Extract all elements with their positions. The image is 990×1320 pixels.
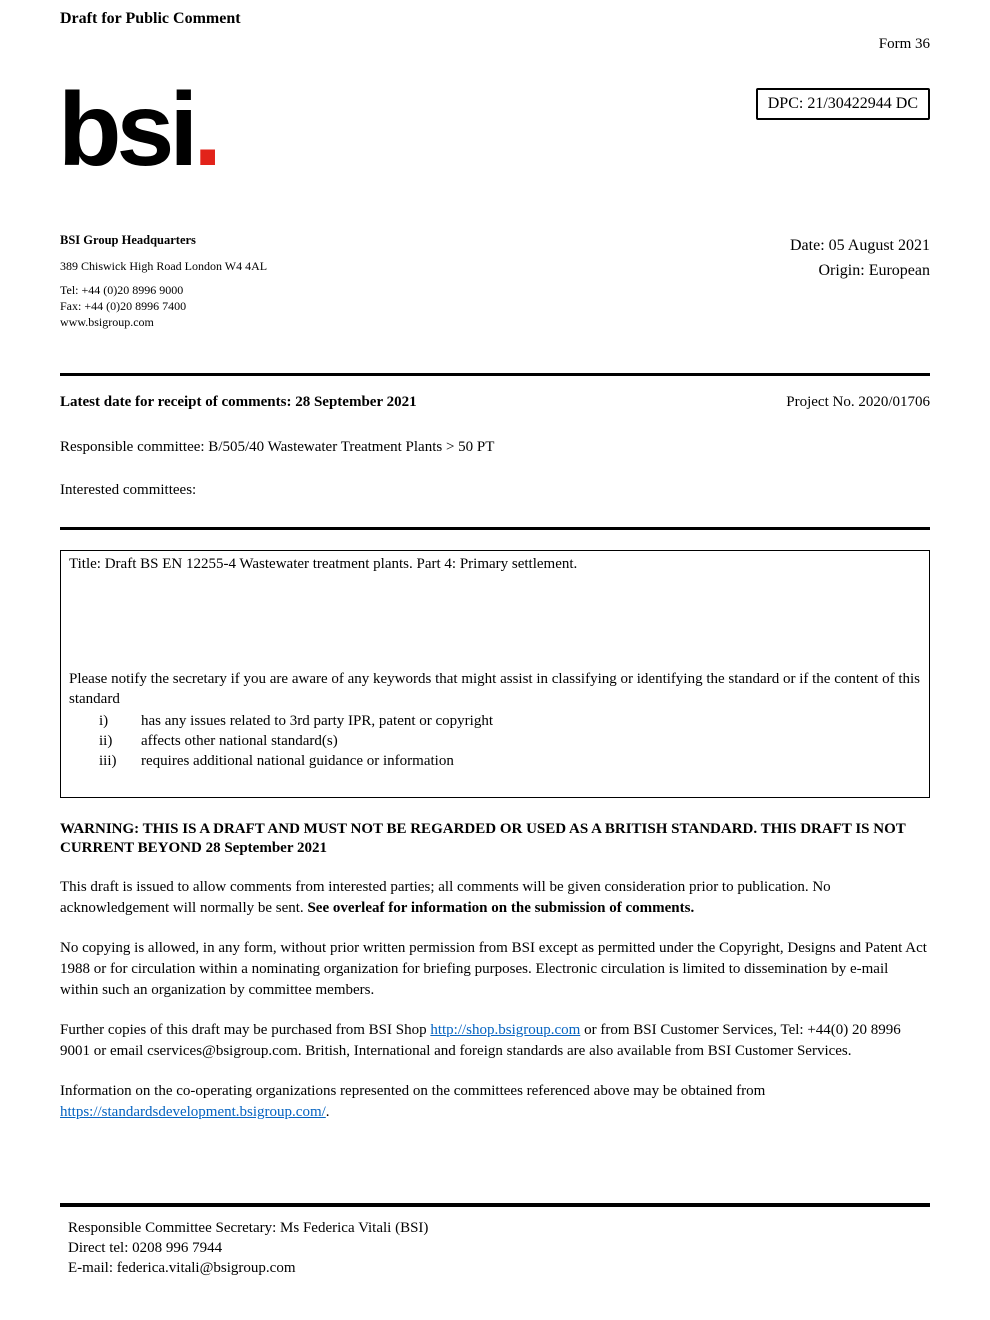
draft-for-public-comment-label: Draft for Public Comment [60, 10, 241, 27]
standard-title: Title: Draft BS EN 12255-4 Wastewater treatment plants. Part 4: Primary settlement. [69, 556, 578, 572]
dpc-number: DPC: 21/30422944 DC [767, 95, 918, 112]
address-fax: Fax: +44 (0)20 8996 7400 [60, 299, 187, 313]
address-street: 389 Chiswick High Road London W4 4AL [60, 259, 268, 273]
footer-contact-block [68, 1218, 930, 1278]
list-item [69, 731, 921, 751]
responsible-committee-line: Responsible committee: B/505/40 Wastewater Treatment Plants > 50 PT [60, 439, 495, 455]
paragraph-text: or from BSI Customer Services, Tel: +44(0) 20 8996 9001 or email cservices@bsigroup.com. British, International and foreign standards are also available from BSI Customer Services. [60, 1022, 901, 1059]
project-number: Project No. 2020/01706 [786, 394, 930, 410]
bsi-logo-dot: . [193, 72, 218, 188]
paragraph-no-copying: No copying is allowed, in any form, without prior written permission from BSI except as permitted under the Copyright, Designs and Patent Act 1988 or for circulation within a nominating organization for briefing purposes. Electronic circulation is limited to dissemination by e-mail within such an organization by committee members. [60, 940, 927, 998]
dpc-number-box [756, 88, 930, 120]
list-item-text: affects other national standard(s) [141, 733, 338, 749]
list-item-text: has any issues related to 3rd party IPR, patent or copyright [141, 713, 494, 729]
latest-date-label: Latest date for receipt of comments: 28 September 2021 [60, 394, 417, 410]
paragraph-text: This draft is issued to allow comments from interested parties; all comments will be given consideration prior to publication. No acknowledgement will normally be sent. [60, 879, 831, 916]
document-body [0, 394, 990, 1278]
origin-line: Origin: European [818, 262, 930, 279]
paragraph-comments-consideration [60, 877, 930, 919]
address-web: www.bsigroup.com [60, 315, 154, 329]
document-header [0, 0, 990, 385]
standards-development-link[interactable]: https://standardsdevelopment.bsigroup.com/ [60, 1104, 326, 1120]
date-origin-block [790, 233, 930, 283]
notify-secretary-text: Please notify the secretary if you are aware of any keywords that might assist in classifying or identifying the standard or if the content of this standard [69, 671, 921, 707]
list-item-number: iii) [99, 753, 117, 769]
comments-meta-row [60, 394, 930, 411]
date-line: Date: 05 August 2021 [790, 237, 930, 254]
secretary-line: Responsible Committee Secretary: Ms Federica Vitali (BSI) [68, 1220, 429, 1236]
list-item [69, 711, 921, 731]
address-tel: Tel: +44 (0)20 8996 9000 [60, 283, 184, 297]
list-item-number: i) [99, 713, 109, 729]
list-item-text: requires additional national guidance or information [141, 753, 454, 769]
horizontal-rule-top [60, 373, 930, 376]
bsi-logo-text: bsi [58, 72, 194, 188]
email-line: E-mail: federica.vitali@bsigroup.com [68, 1260, 296, 1276]
keyword-issue-list [69, 711, 921, 771]
direct-tel-line: Direct tel: 0208 996 7944 [68, 1240, 223, 1256]
draft-warning-text: WARNING: THIS IS A DRAFT AND MUST NOT BE REGARDED OR USED AS A BRITISH STANDARD. THIS DRAFT IS NOT CURRENT BEYOND 28 September 2021 [60, 821, 906, 856]
paragraph-text: Information on the co-operating organizations represented on the committees referenced above may be obtained from [60, 1083, 766, 1099]
address-block [60, 232, 267, 330]
paragraph-text: Further copies of this draft may be purchased from BSI Shop [60, 1022, 431, 1038]
bsi-logo [58, 72, 218, 188]
see-overleaf-bold-text: See overleaf for information on the submission of comments. [307, 900, 695, 916]
paragraph-further-copies [60, 1020, 930, 1062]
list-item-number: ii) [99, 733, 113, 749]
paragraph-text: . [325, 1104, 330, 1120]
interested-committees-line: Interested committees: [60, 482, 197, 498]
address-title: BSI Group Headquarters [60, 233, 196, 247]
title-box [60, 550, 930, 798]
bsi-shop-link[interactable]: http://shop.bsigroup.com [430, 1022, 581, 1038]
list-item [69, 751, 921, 771]
form-number: Form 36 [878, 36, 930, 52]
horizontal-rule-middle [60, 527, 930, 530]
horizontal-rule-bottom [60, 1203, 930, 1207]
paragraph-cooperating-orgs [60, 1081, 930, 1123]
